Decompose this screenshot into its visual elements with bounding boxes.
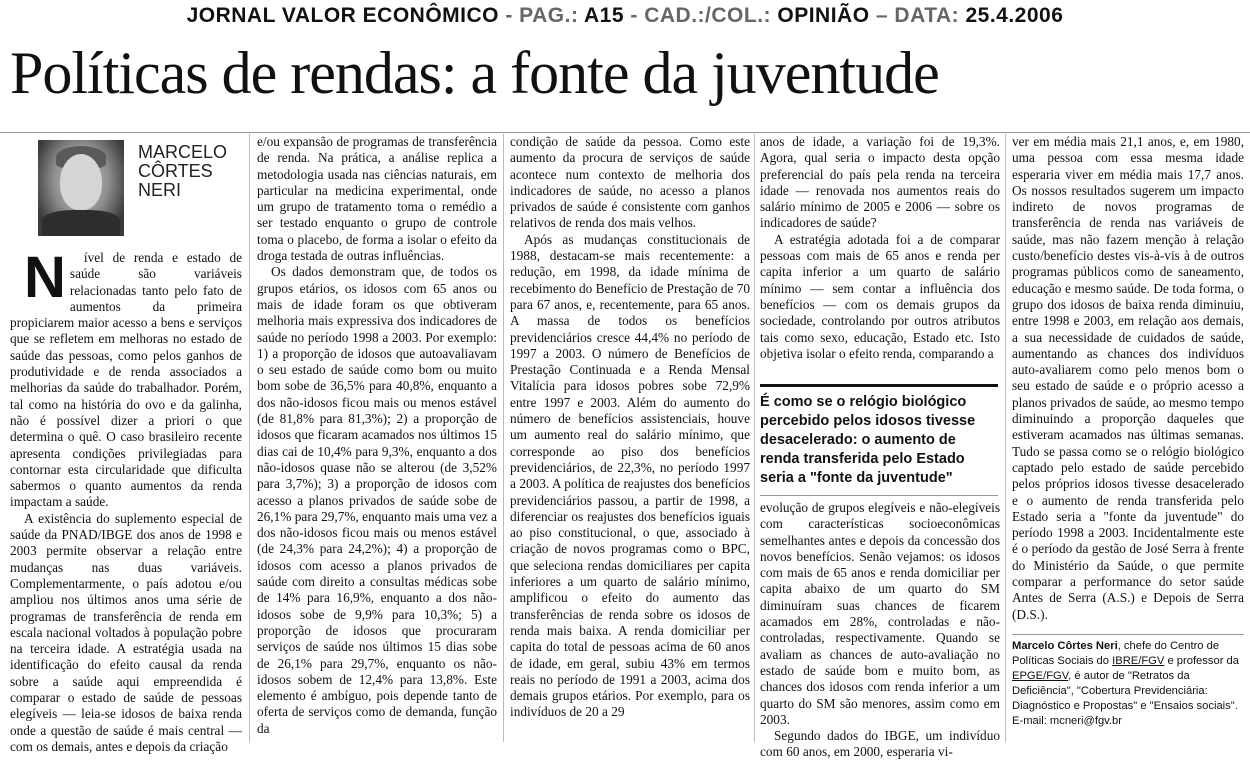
date-label: – DATA: bbox=[875, 4, 960, 27]
section-name: OPINIÃO bbox=[777, 4, 870, 27]
author-email: E-mail: mcneri@fgv.br bbox=[1012, 715, 1122, 727]
bio-author-name: Marcelo Côrtes Neri bbox=[1012, 640, 1118, 652]
paragraph: condição de saúde da pessoa. Como este aumento da procura de serviços de saúde acontece num contexto de melhoria dos indicadores de saúde, no acesso a planos privados de saúde é consistente com ganhos relativos de renda dos mais velhos. bbox=[510, 134, 750, 231]
page-label: - PAG.: bbox=[505, 4, 579, 27]
column-divider bbox=[1005, 134, 1006, 742]
page-number: A15 bbox=[584, 4, 625, 27]
paragraph: Segundo dados do IBGE, um indivíduo com 60 anos, em 2000, esperaria vi- bbox=[760, 728, 1000, 760]
pull-quote-text: É como se o relógio biológico percebido pelos idosos tivesse desacelerado: o aumento de renda transferida pelo Estado seria a "fonte da juventude" bbox=[760, 394, 976, 486]
paragraph: A estratégia adotada foi a de comparar pessoas com mais de 65 anos e renda per capita inferior a um quarto de salário mínimo — sem contar a influência dos benefícios — com os demais grupos da sociedade, controlando por outros atributos tais como sexo, educação, Estado etc. Isto objetiva isolar o efeito renda, comparando a bbox=[760, 231, 1000, 361]
article-title: Políticas de rendas: a fonte da juventude bbox=[10, 40, 939, 106]
column-divider bbox=[503, 134, 504, 742]
column-divider bbox=[754, 134, 755, 742]
paragraph: Os dados demonstram que, de todos os grupos etários, os idosos com 65 anos ou mais de idade foram os que obtiveram melhoria mais expressiva dos indicadores de saúde no período 1998 a 2003. Por exemplo: 1) a proporção de idosos que autoavaliavam o seu estado de saúde como bom ou muito bom sobe de 36,5% para 40,8%, enquanto a dos não-idosos ficou mais ou menos estável (de 81,8% para 81,3%); 2) a proporção de idosos que ficaram acamados nos últimos 15 dias cai de 10,4% para 9,3%, enquanto a dos não-idosos quase não se alterou (de 3,52% para 3,7%); 3) a proporção de idosos com acesso a planos privados de saúde sobe de 26,1% para 29,7%, enquanto mais uma vez a dos não-idosos ficou mais ou menos estável (de 24,3% para 24,2%); 4) a proporção de idosos com acesso a planos privados de saúde com direito a consultas médicas sobe de 14% para 16,9%, enquanto a dos não-idosos sobe de 9,9% para 10,3%; 5) a proporção de idosos que procuraram serviços de saúde nos últimos 15 dias sobe de 26,1% para 29,7%, enquanto os não-idosos sobem de 12,4% para 13,8%. Este elemento é ambíguo, pois depende tanto de oferta de serviços como de demanda, função da bbox=[257, 264, 497, 736]
paragraph: evolução de grupos elegíveis e não-elegíveis com características socioeconômicas semelhantes antes e depois da concessão dos novos benefícios. Senão vejamos: os idosos com mais de 65 anos e renda domiciliar per capita abaixo de um quarto do SM diminuíram suas chances de ficarem acamados em 28%, controladas e não-controladas, respectivamente. Quando se avaliam as chances de auto-avaliação no estado de saúde bom e muito bom, as chances dos idosos com renda inferior a um quarto do SM são menores, assim como em 2003. bbox=[760, 500, 1000, 727]
paragraph bbox=[10, 245, 242, 511]
author-photo bbox=[38, 140, 124, 236]
column-divider bbox=[249, 134, 250, 742]
column-3 bbox=[510, 134, 750, 744]
column-4-continued bbox=[760, 500, 1000, 760]
column-1 bbox=[10, 245, 242, 755]
drop-cap: N bbox=[24, 245, 66, 310]
paragraph-text: ível de renda e estado de saúde são variáveis relacionadas tanto pelo fato de aumentos da primeira propiciarem maior acesso a bens e serviços que se refletem em melhoras no estado de saúde das pessoas, como pelos ganhos de produtividade e de renda associados a melhorias da saúde do trabalhador. Porém, tal como na história do ovo e da galinha, não é possível dizer a priori o que determina o quê. O caso brasileiro recente apresenta condições privilegiadas para contornar esta circularidade que dificulta sabermos o quanto aumentos da renda impactam a saúde. bbox=[10, 250, 242, 510]
column-4 bbox=[760, 134, 1000, 384]
column-5 bbox=[1012, 134, 1244, 630]
publication-date: 25.4.2006 bbox=[965, 4, 1064, 27]
paragraph: anos de idade, a variação foi de 19,3%. Agora, qual seria o impacto desta opção preferencial do país pela renda na terceira idade — renovada nos aumentos reais do salário mínimo de 2005 e 2006 — sobre os indicadores de saúde? bbox=[760, 134, 1000, 231]
title-divider bbox=[0, 132, 1250, 133]
paragraph: A existência do suplemento especial de saúde da PNAD/IBGE dos anos de 1998 e 2003 permite observar a relação entre mudanças nas duas variáveis. Complementarmente, o país adotou e/ou ampliou nos últimos anos uma série de programas de transferência de renda em escala nacional voltados à população pobre na terceira idade. A estratégia usada na identificação do efeito causal da renda sobre a saúde aqui empreendida é comparar o estado de saúde de pessoas elegíveis — leia-se idosos de baixa renda onde a questão de saúde é mais central — com os demais, antes e depois da criação bbox=[10, 510, 242, 754]
author-photo-face bbox=[60, 154, 102, 210]
newspaper-header bbox=[0, 4, 1250, 28]
author-bio bbox=[1012, 634, 1244, 729]
bio-text: , é autor de "Retratos da Deficiência", "Cobertura Previdenciária: Diagnóstico e Propostas" e "Ensaios sociais". bbox=[1012, 670, 1238, 712]
section-label: - CAD.:/COL.: bbox=[630, 4, 772, 27]
author-byline: MARCELO CÔRTES NERI bbox=[138, 142, 228, 200]
pull-quote bbox=[760, 384, 998, 496]
bio-text: , chefe do Centro de Políticas Sociais do bbox=[1012, 640, 1220, 667]
column-2 bbox=[257, 134, 497, 744]
paragraph: Após as mudanças constitucionais de 1988, destacam-se mais recentemente: a redução, em 1998, da idade mínima de recebimento do Benefício de Prestação de 70 para 67 anos, e, recentemente, para 65 anos. A massa de todos os benefícios previdenciários cresce 44,4% no período de 1997 a 2003. O número de Benefícios de Prestação Continuada e a Renda Mensal Vitalícia para idosos pobres sobe 72,9% entre 1997 e 2003. Além do aumento do número de benefícios assistenciais, houve um aumento real do salário mínimo, que corresponde ao piso dos benefícios previdenciários, de 22,3%, no período 1997 a 2003. A política de reajustes dos benefícios previdenciários passou, a partir de 1998, a diferenciar os reajustes dos benefícios iguais ao piso constitucional, o que, associado à criação de novos programas como o BPC, que seleciona rendas domiciliares per capita inferiores a um quarto de salário mínimo, amplificou o efeito do aumento das transferências de renda sobre os idosos de renda mais baixa. A renda domiciliar per capita do total de pessoas acima de 60 anos de idade, em geral, subiu 43% em termos reais no período de 1991 a 2003, acima dos demais grupos etários. Por exemplo, para os indivíduos de 20 a 29 bbox=[510, 231, 750, 720]
journal-name: JORNAL VALOR ECONÔMICO bbox=[186, 4, 499, 27]
paragraph: ver em média mais 21,1 anos, e, em 1980, uma pessoa com essa mesma idade esperaria viver em média mais 17,7 anos. Os nossos resultados sugerem um impacto indireto de novos programas de transferência de renda nas variáveis de saúde, mas não fazem menção à relação custo/benefício destes vis-à-vis à de outros programas públicos como de saneamento, educação e mesmo saúde. De toda forma, o grupo dos idosos de baixa renda diminuiu, entre 1998 e 2003, em relação aos demais, a sua necessidade de cuidados de saúde, aumentando as chances dos indivíduos auto-avaliarem como pelo menos bom o seu estado de saúde e o próprio acesso a planos privados de saúde, ao mesmo tempo diminuindo a proporção daqueles que estiveram acamados nas últimas semanas. Tudo se passa como se o relógio biológico captado pelo estado de saúde percebido pelos próprios idosos tivesse desacelerado e o aumento de renda transferida pelo Estado seria a "fonte da juventude" do período 1998 a 2003. Incidentalmente este é o período da gestão de José Serra à frente do Ministério da Saúde, o que permite comparar a performance do setor saúde Antes de Serra (A.S.) e Depois de Serra (D.S.). bbox=[1012, 134, 1244, 622]
bio-institution: IBRE/FGV bbox=[1112, 655, 1165, 667]
bio-text: e professor da bbox=[1164, 655, 1239, 667]
bio-institution: EPGE/FGV bbox=[1012, 670, 1069, 682]
paragraph: e/ou expansão de programas de transferência de renda. Na prática, a análise replica a metodologia usada nas ciências naturais, em particular na medicina experimental, onde um grupo de tratamento toma o remédio a ser testado enquanto o grupo de controle toma o placebo, de forma a isolar o efeito da droga testada de outras influências. bbox=[257, 134, 497, 264]
author-photo-shoulders bbox=[42, 210, 120, 236]
